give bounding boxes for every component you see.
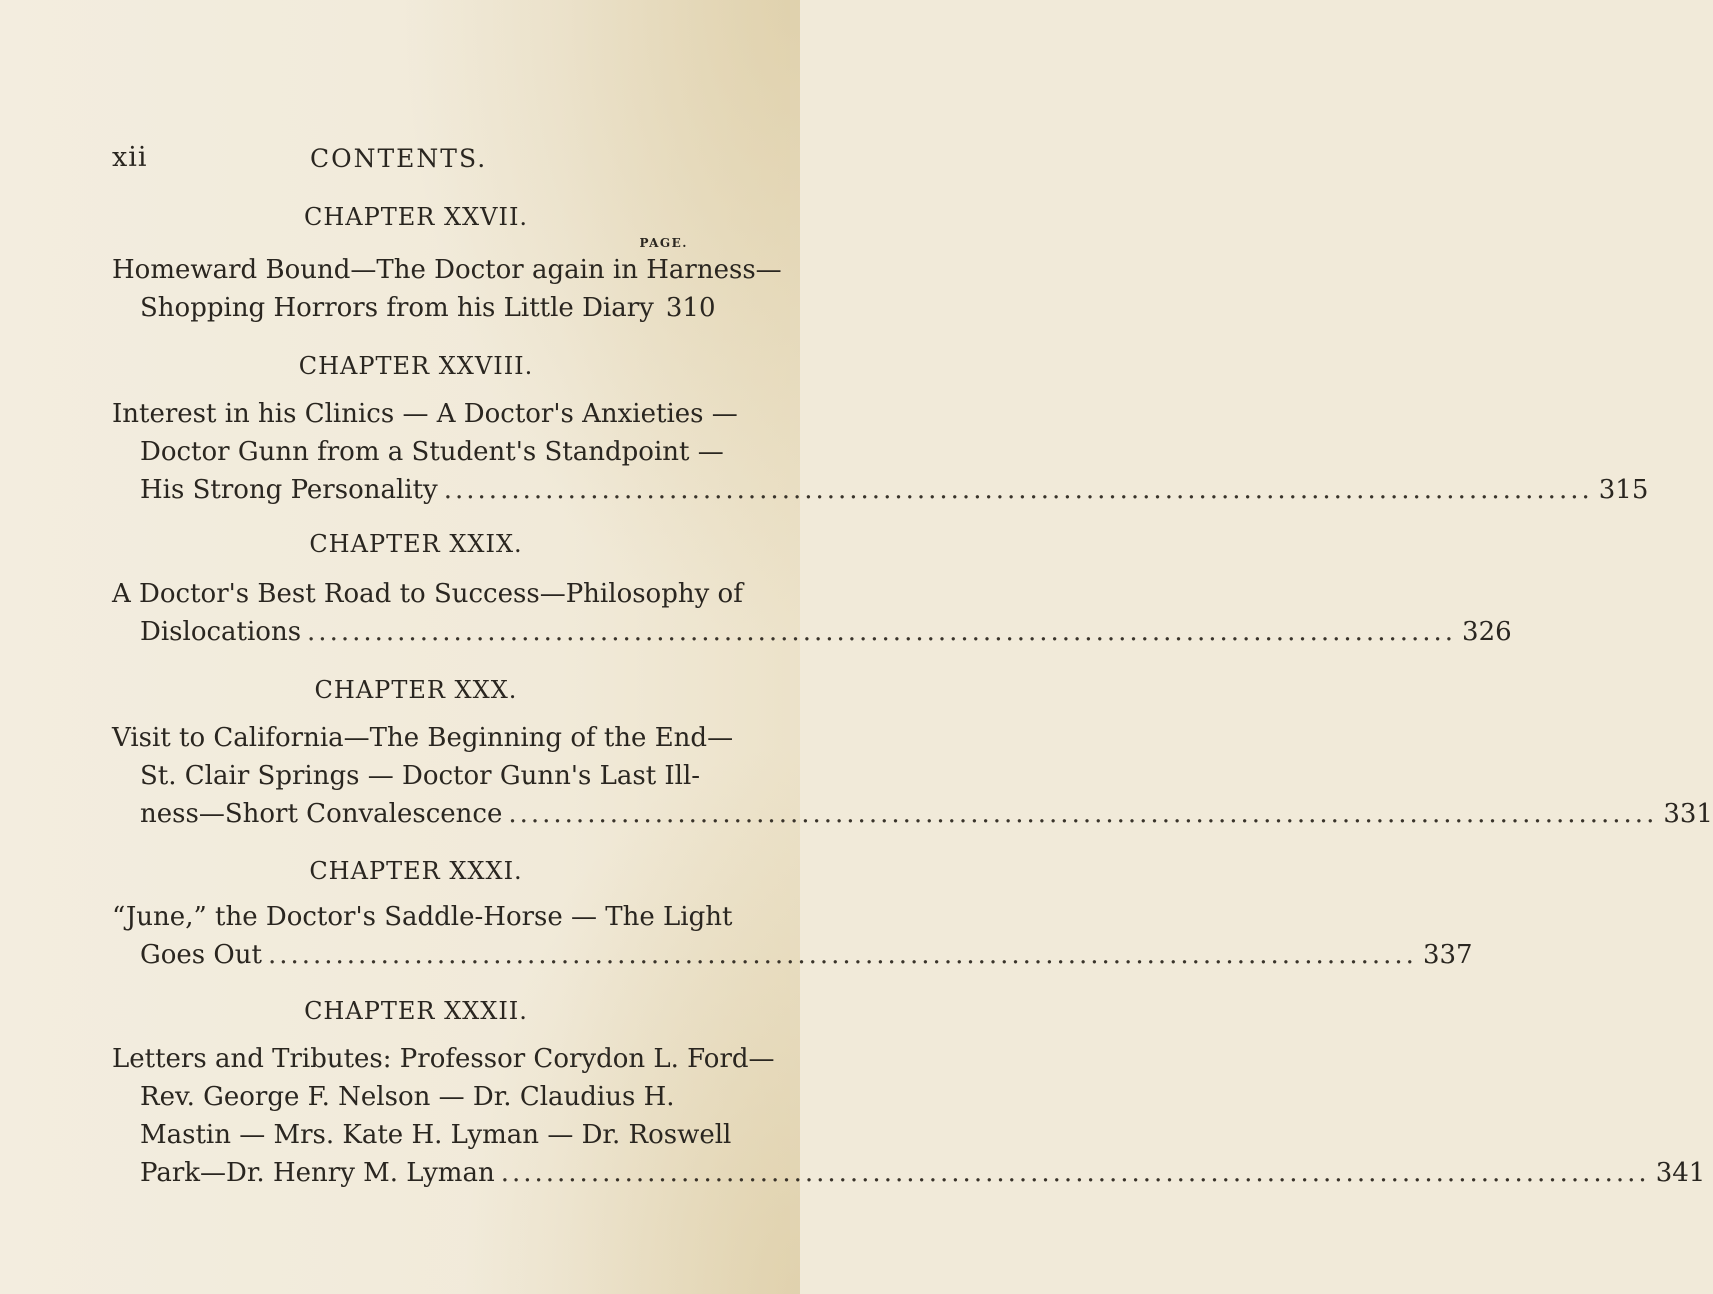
entry-line: Interest in his Clinics — A Doctor's Anxieties —: [112, 399, 738, 429]
page-number: 326: [1462, 617, 1512, 647]
chapter-title: CHAPTER XXVIII.: [298, 352, 534, 380]
dot-leader: ......................................................................................................: [307, 617, 1457, 647]
entry-line: Park—Dr. Henry M. Lyman: [140, 1158, 495, 1188]
entry-line: Rev. George F. Nelson — Dr. Claudius H.: [140, 1082, 675, 1112]
entry-line: Shopping Horrors from his Little Diary: [140, 293, 654, 323]
chapter-heading: [0, 997, 800, 1025]
entry-last-line: [112, 1154, 1706, 1192]
dot-leader: ......................................................................................................: [443, 475, 1593, 505]
entry-line: St. Clair Springs — Doctor Gunn's Last Ill-: [140, 761, 701, 791]
page-number: 315: [1598, 475, 1649, 505]
entry-last-line: [112, 936, 1473, 974]
page-title: CONTENTS.: [310, 144, 488, 173]
page-column-label: PAGE.: [639, 236, 688, 250]
entry-last-line: [112, 795, 1713, 833]
entry-last-line: [112, 471, 1649, 509]
chapter-heading: [0, 203, 800, 231]
entry-line: A Doctor's Best Road to Success—Philosophy of: [112, 579, 743, 609]
entry-line: ness—Short Convalescence: [140, 799, 503, 829]
entry-line: Mastin — Mrs. Kate H. Lyman — Dr. Roswell: [140, 1120, 732, 1150]
chapter-heading: [0, 857, 800, 885]
chapter-heading: [0, 676, 800, 704]
entry-line: His Strong Personality: [140, 475, 438, 505]
entry-last-line: [112, 289, 716, 327]
chapter-title: CHAPTER XXX.: [314, 676, 518, 704]
chapter-title: CHAPTER XXXI.: [309, 857, 523, 885]
toc-entry[interactable]: [112, 251, 782, 327]
toc-entry[interactable]: [112, 719, 1713, 833]
chapter-title: CHAPTER XXVII.: [303, 203, 529, 231]
page-number: 331: [1663, 799, 1713, 829]
running-head: [0, 142, 800, 182]
toc-entry[interactable]: [112, 898, 1473, 974]
chapter-title: CHAPTER XXXII.: [304, 997, 528, 1025]
chapter-heading: [0, 352, 800, 380]
page-column-heading-row: [0, 236, 800, 252]
page-number: 341: [1655, 1158, 1706, 1188]
entry-line: Goes Out: [140, 940, 262, 970]
entry-line: Doctor Gunn from a Student's Standpoint —: [140, 437, 724, 467]
chapter-heading: [0, 530, 800, 558]
chapter-title: CHAPTER XXIX.: [309, 530, 523, 558]
page-number: 310: [665, 293, 716, 323]
entry-line: “June,” the Doctor's Saddle-Horse — The Light: [112, 902, 733, 932]
toc-entry[interactable]: [112, 575, 1512, 651]
toc-entry[interactable]: [112, 1040, 1706, 1192]
entry-last-line: [112, 613, 1512, 651]
toc-entry[interactable]: [112, 395, 1649, 509]
dot-leader: ......................................................................................................: [508, 799, 1658, 829]
entry-line: Letters and Tributes: Professor Corydon L. Ford—: [112, 1044, 775, 1074]
entry-line: Homeward Bound—The Doctor again in Harness—: [112, 255, 782, 285]
page-number: 337: [1422, 940, 1473, 970]
entry-line: Visit to California—The Beginning of the End—: [112, 723, 734, 753]
dot-leader: ......................................................................................................: [500, 1158, 1650, 1188]
dot-leader: ......................................................................................................: [267, 940, 1417, 970]
entry-line: Dislocations: [140, 617, 302, 647]
page-folio: xii: [112, 142, 148, 173]
